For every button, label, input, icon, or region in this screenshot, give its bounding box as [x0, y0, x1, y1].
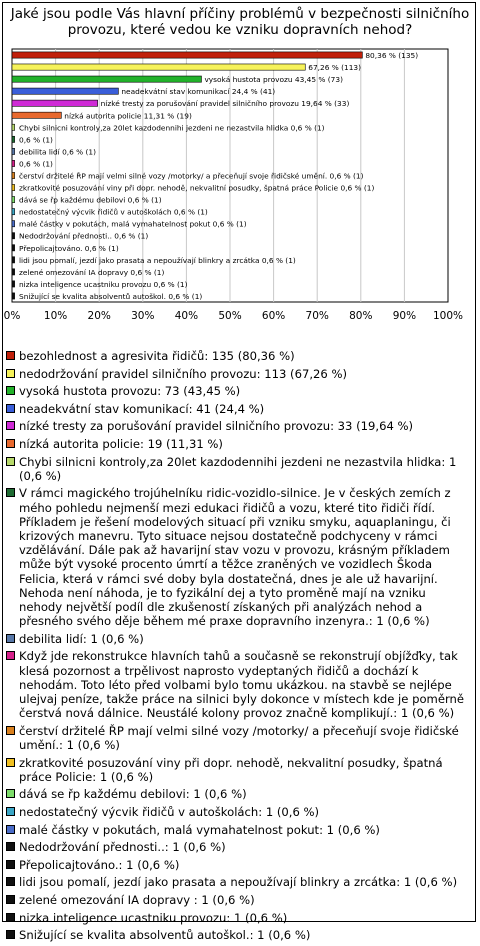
bar-label: 0,6 % (1): [19, 159, 53, 169]
legend-label: lidi jsou pomalí, jezdí jako prasata a nepoužívají blinkry a zrcátka: 1 (0,6 %): [19, 875, 458, 890]
legend-item: [6, 384, 472, 398]
bar: [12, 269, 15, 275]
bar-label: zelené omezování IA dopravy 0,6 % (1): [19, 267, 165, 277]
x-tick-label: 10%: [43, 310, 68, 322]
legend-label: bezohlednost a agresivita řidičů: 135 (80,36 %): [19, 349, 295, 363]
legend-label: vysoká hustota provozu: 73 (43,45 %): [19, 384, 241, 399]
chart-title: Jaké jsou podle Vás hlavní příčiny problémů v bezpečnosti silničního provozu, které vedou ke vzniku dopravních nehod?: [10, 6, 470, 38]
x-tick-label: 20%: [87, 310, 111, 322]
legend-label: nedostatečný výcvik řidičů v autoškolách: 1 (0,6 %): [19, 804, 320, 819]
bar-label: neadekvátní stav komunikací 24,4 % (41): [121, 87, 276, 97]
bar: [12, 148, 15, 154]
bar-label: zkratkovité posuzování viny při dopr. nehodě, nekvalitní posudky, špatná práce Policie 0,6 % (1): [19, 183, 375, 193]
legend-item: [6, 455, 472, 483]
bar-label: čerství držitelé ŘP mají velmi silné vozy /motorky/ a přeceňují svoje řidičské umění. 0,6 % (1): [19, 171, 364, 181]
bar: [12, 112, 61, 118]
x-tick-label: 70%: [305, 310, 329, 322]
bar: [12, 184, 15, 190]
legend-swatch: [6, 634, 15, 643]
legend-label: V rámci magického trojúhelníku ridic-vozidlo-silnice. Je v českých zemích z mého pohledu nejmenší mezi edukaci řidičů a vozu, které tito řidiči řídí. Příkladem je řešení modelových situací při vzniku smyku, aquaplaningu, či krizových manevru. Tyto situace nejsou dostatečně podchyceny v rámci vzdělávání. Dále pak až havarijní stav vozu v provozu, krásným příkladem může být vysoké procento úmrtí a těžce zraněných ve vozidlech Škoda Felicia, která v rámci své doby byla dostatečná, dnes je ale už havarijní. Nehoda není náhoda, je to fyzikální dej a tyto proměně mají na vzniku nehody největší podíl dle zkušeností získaných při analýzách nehod a přesného svého děje během mé praxe dopravního inzenyra.: 1 (0,6 %): [19, 486, 451, 629]
bar-label: 80,36 % (135): [365, 51, 419, 61]
legend-swatch: [6, 439, 15, 448]
legend-item: [6, 649, 472, 720]
bar: [12, 257, 15, 263]
legend-item: [6, 787, 472, 801]
bar-label: lidi jsou pomalí, jezdí jako prasata a nepoužívají blinkry a zrcátka 0,6 % (1): [19, 255, 296, 265]
legend-label: dává se řp každému debilovi: 1 (0,6 %): [19, 787, 247, 802]
bar: [12, 64, 305, 70]
legend-label: nízké tresty za porušování pravidel silničního provozu: 33 (19,64 %): [19, 419, 414, 434]
bar-label: 67,26 % (113): [308, 63, 362, 73]
bar: [12, 52, 362, 58]
legend-item: [6, 805, 472, 819]
legend-swatch: [6, 457, 15, 466]
bar-label: vysoká hustota provozu 43,45 % (73): [204, 75, 343, 85]
legend-swatch: [6, 789, 15, 798]
x-tick-label: 90%: [392, 310, 417, 322]
legend-item: [6, 756, 472, 784]
legend-item: [6, 893, 472, 907]
legend-label: Když jde rekonstrukce hlavních tahů a současně se rekonstrují objížďky, tak klesá pozornost a trpělivost naprosto vydeptaných řidičů a dochází k nehodám. Toto léto před volbami bylo tomu ukázkou. na stavbě se nejlépe ulejvaj peníze, takže práce na silnici byly dokonce v místech kde je poměrně čerstvá nová dálnice. Neustálé kolony provoz značně komplikují.: 1 (0,6 %): [19, 649, 465, 721]
legend-swatch: [6, 488, 15, 497]
legend-swatch: [6, 930, 15, 939]
legend-swatch: [6, 913, 15, 922]
legend-item: [6, 632, 472, 646]
bar-label: Nedodržování přednosti.. 0,6 % (1): [19, 231, 149, 241]
bar-label: Snižující se kvalita absolventů autoškol. 0,6 % (1): [19, 291, 203, 301]
bar-label: dává se řp každému debilovi 0,6 % (1): [19, 195, 162, 205]
x-tick-label: 40%: [174, 310, 199, 322]
bar: [12, 124, 15, 130]
x-tick-label: 80%: [349, 310, 373, 322]
legend-label: nízká autorita policie: 19 (11,31 %): [19, 436, 223, 451]
bar: [12, 245, 15, 251]
legend-label: Přepolicajtováno.: 1 (0,6 %): [19, 857, 180, 872]
legend-label: Snižující se kvalita absolventů autoškol.: 1 (0,6 %): [19, 928, 311, 943]
legend-swatch: [6, 877, 15, 886]
legend-item: [6, 858, 472, 872]
legend-swatch: [6, 726, 15, 735]
bar: [12, 221, 15, 227]
bar-label: nizka inteligence ucastniku provozu 0,6 % (1): [19, 279, 188, 289]
legend-swatch: [6, 758, 15, 767]
legend-item: [6, 419, 472, 433]
bar: [12, 196, 15, 202]
bar: [12, 160, 15, 166]
bar-label: Chybi silnicni kontroly,za 20let kazdodennihi jezdeni ne nezastvila hlidka 0,6 % (1): [19, 123, 325, 133]
legend-swatch: [6, 825, 15, 834]
bar-chart: [0, 0, 480, 345]
legend-label: nedodržování pravidel silničního provozu: 113 (67,26 %): [19, 366, 347, 381]
bar-label: Přepolicajtováno. 0,6 % (1): [19, 243, 119, 253]
legend-item: [6, 724, 472, 752]
legend-label: čerství držitelé ŘP mají velmi silné vozy /motorky/ a přeceňují svoje řidičské umění.: 1 (0,6 %): [19, 723, 459, 752]
bar-label: 0,6 % (1): [19, 135, 53, 145]
bar: [12, 293, 15, 299]
legend-label: nizka inteligence ucastniku provozu: 1 (0,6 %): [19, 910, 288, 925]
x-tick-label: 100%: [432, 310, 464, 322]
bar-label: nízké tresty za porušování pravidel silničního provozu 19,64 % (33): [100, 99, 350, 109]
bar-label: debilita lidí 0,6 % (1): [19, 147, 97, 157]
x-tick-label: 50%: [218, 310, 242, 322]
legend-item: [6, 823, 472, 837]
legend-item: [6, 875, 472, 889]
legend-label: Chybi silnicni kontroly,za 20let kazdodennihi jezdeni ne nezastvila hlidka: 1 (0,6 %): [19, 454, 457, 483]
x-tick-label: 0%: [3, 310, 21, 322]
bar: [12, 88, 118, 94]
legend-item: [6, 911, 472, 925]
bar: [12, 172, 15, 178]
legend-swatch: [6, 860, 15, 869]
legend-swatch: [6, 651, 15, 660]
chart-legend: [6, 349, 472, 946]
legend-label: malé částky v pokutách, malá vymahatelnost pokut: 1 (0,6 %): [19, 822, 380, 837]
legend-swatch: [6, 895, 15, 904]
bar: [12, 136, 15, 142]
legend-item: [6, 437, 472, 451]
legend-swatch: [6, 351, 15, 360]
legend-item: [6, 840, 472, 854]
bar: [12, 233, 15, 239]
legend-swatch: [6, 386, 15, 395]
legend-label: Nedodržování přednosti..: 1 (0,6 %): [19, 840, 226, 855]
legend-swatch: [6, 807, 15, 816]
bar: [12, 281, 15, 287]
x-tick-label: 60%: [261, 310, 286, 322]
legend-item: [6, 367, 472, 381]
bar: [12, 209, 15, 215]
bar: [12, 100, 98, 106]
legend-swatch: [6, 369, 15, 378]
legend-swatch: [6, 842, 15, 851]
bar: [12, 76, 201, 82]
bar-label: malé částky v pokutách, malá vymahatelnost pokut 0,6 % (1): [19, 219, 247, 229]
legend-item: [6, 349, 472, 363]
legend-swatch: [6, 421, 15, 430]
legend-label: zkratkovité posuzování viny při dopr. nehodě, nekvalitní posudky, špatná práce Policie: 1 (0,6 %): [19, 755, 443, 784]
legend-label: zelené omezování IA dopravy : 1 (0,6 %): [19, 892, 255, 907]
legend-item: [6, 486, 472, 628]
legend-label: neadekvátní stav komunikací: 41 (24,4 %): [19, 401, 265, 416]
bar-label: nedostatečný výcvik řidičů v autoškolách 0,6 % (1): [19, 207, 208, 217]
bar-label: nízká autorita policie 11,31 % (19): [64, 111, 192, 121]
x-tick-label: 30%: [131, 310, 155, 322]
legend-label: debilita lidí: 1 (0,6 %): [19, 631, 144, 646]
legend-item: [6, 928, 472, 942]
legend-item: [6, 402, 472, 416]
legend-swatch: [6, 404, 15, 413]
